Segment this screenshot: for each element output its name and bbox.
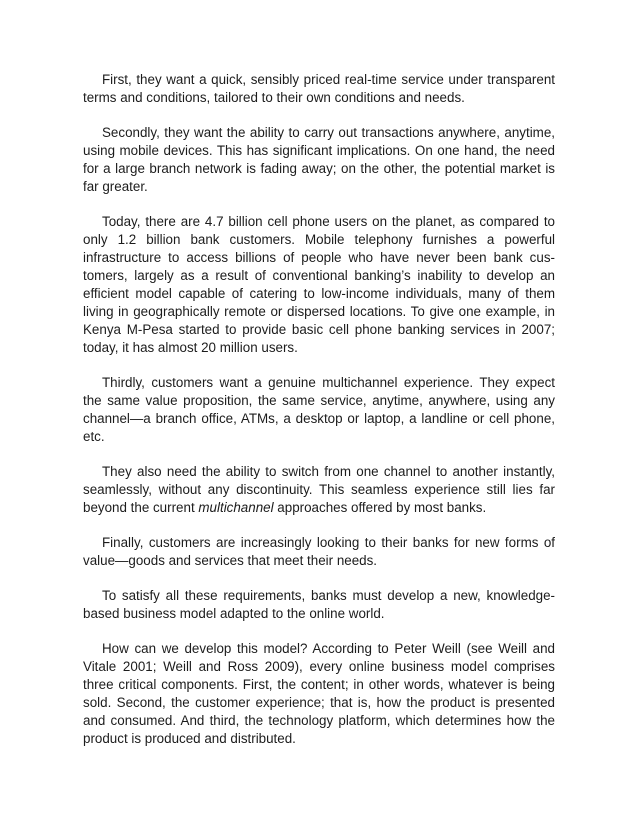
paragraph-6: Finally, customers are increasingly looking to their banks for new forms of value—goods and services that meet their needs.: [83, 535, 555, 568]
paragraph-2: Secondly, they want the ability to carry out transactions anywhere, anytime, using mobile devices. This has significant implications. On one hand, the need for a large branch network is fading away; on the other, the potential market is far greater.: [83, 125, 555, 194]
paragraph-5-text-after: approaches offered by most banks.: [273, 500, 487, 515]
paragraph-4: Thirdly, customers want a genuine multichannel experience. They expect the same value proposition, the same service, anytime, anywhere, using any channel—a branch office, ATMs, a desktop or laptop, a landline or cell phone, etc.: [83, 375, 555, 444]
paragraph-5: [83, 463, 555, 517]
paragraph-5-italic-term: multichannel: [198, 500, 274, 515]
paragraph-3: Today, there are 4.7 billion cell phone users on the planet, as compared to only 1.2 billion bank customers. Mobile telephony furnishes a powerful infrastructure to access billions of people who have never been bank customers, largely as a result of conventional banking’s inability to develop an efficient model capable of catering to low-income individuals, many of them living in geographically remote or dispersed locations. To give one example, in Kenya M-Pesa started to provide basic cell phone banking services in 2007; today, it has almost 20 million users.: [83, 214, 555, 355]
paragraph-1: First, they want a quick, sensibly priced real-time service under transparent terms and conditions, tailored to their own conditions and needs.: [83, 72, 555, 105]
paragraph-8: How can we develop this model? According to Peter Weill (see Weill and Vitale 2001; Weill and Ross 2009), every online business model comprises three critical components. First, the content; in other words, whatever is being sold. Second, the customer experience; that is, how the product is presented and consumed. And third, the technology platform, which determines how the product is produced and distributed.: [83, 641, 555, 746]
paragraph-5-text-before: They also need the ability to switch from one channel to another instantly, seamlessly, without any discontinuity. This seamless experience still lies far beyond the current: [83, 464, 555, 515]
document-page: [83, 71, 555, 748]
paragraph-7: To satisfy all these requirements, banks must develop a new, knowledge-based business model adapted to the online world.: [83, 588, 555, 621]
